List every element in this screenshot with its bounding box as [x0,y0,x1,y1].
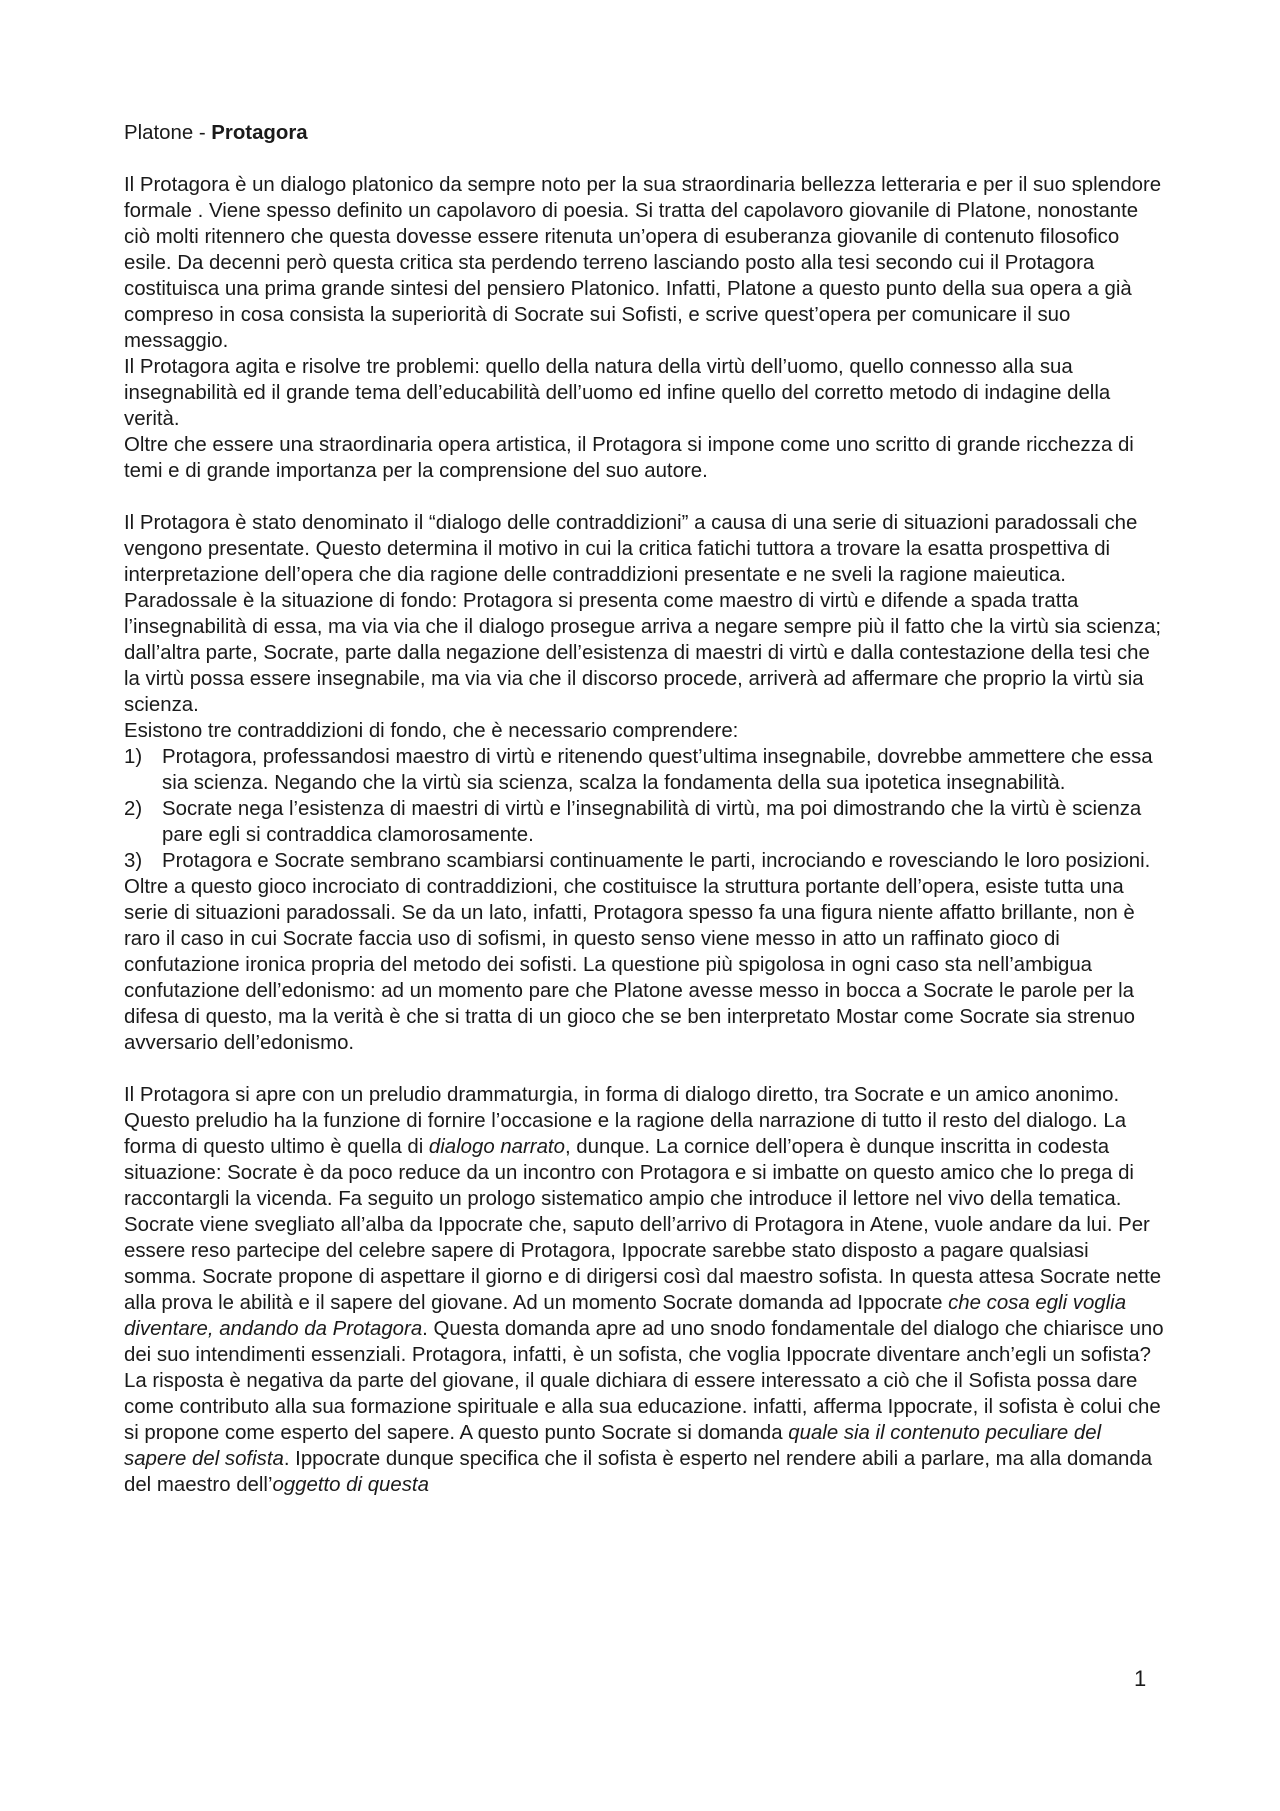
italic-run: oggetto di questa [272,1474,429,1496]
list-item [124,848,1166,874]
paragraph: Il Protagora è un dialogo platonico da sempre noto per la sua straordinaria bellezza letteraria e per il suo splendore formale . Viene spesso definito un capolavoro di poesia. Si tratta del capolavoro giovanile di Platone, nonostante ciò molti ritennero che questa dovesse essere ritenuta un’opera di esuberanza giovanile di contenuto filosofico esile. Da decenni però questa critica sta perdendo terreno lasciando posto alla tesi secondo cui il Protagora costituisca una prima grande sintesi del pensiero Platonico. Infatti, Platone a questo punto della sua opera a già compreso in cosa consista la superiorità di Socrate sui Sofisti, e scrive quest’opera per comunicare il suo messaggio. [124,174,1162,352]
list-lead: Esistono tre contraddizioni di fondo, che è necessario comprendere: [124,720,739,742]
text-run: . Ippocrate dunque specifica che il sofista è esperto nel rendere abili a parlare, ma alla domanda del maestro dell’ [124,1448,1153,1496]
paragraph [124,1082,1166,1498]
title-work: Protagora [211,122,308,144]
paragraph: Oltre a questo gioco incrociato di contraddizioni, che costituisce la struttura portante dell’opera, esiste tutta una serie di situazioni paradossali. Se da un lato, infatti, Protagora spesso fa una figura niente affatto brillante, non è raro il caso in cui Socrate faccia uso di sofismi, in questo senso viene messo in atto un raffinato gioco di confutazione ironica propria del metodo dei sofisti. La questione più spigolosa in ogni caso sta nell’ambigua confutazione dell’edonismo: ad un momento pare che Platone avesse messo in bocca a Socrate le parole per la difesa di questo, ma la verità è che si tratta di un gioco che se ben interpretato Mostar come Socrate sia strenuo avversario dell’edonismo. [124,876,1136,1054]
page-number: 1 [1134,1666,1147,1691]
document-title [124,120,1166,146]
text-run: Il Protagora si apre con un preludio drammaturgia, in forma di dialogo diretto, tra Socrate e un amico anonimo. Questo preludio ha la funzione di fornire l’occasione e la ragione della narrazione di tutto il resto del dialogo. La forma di questo ultimo è quella di [124,1084,1127,1158]
list-text: Socrate nega l’esistenza di maestri di virtù e l’insegnabilità di virtù, ma poi dimostrando che la virtù è scienza pare egli si contraddica clamorosamente. [162,798,1142,846]
paragraph: Il Protagora agita e risolve tre problemi: quello della natura della virtù dell’uomo, quello connesso alla sua insegnabilità ed il grande tema dell’educabilità dell’uomo ed infine quello del corretto metodo di indagine della verità. [124,356,1111,430]
list-item [124,744,1166,796]
list-number: 1) [124,746,143,768]
title-author: Platone - [124,122,212,144]
paragraph: Oltre che essere una straordinaria opera artistica, il Protagora si impone come uno scritto di grande ricchezza di temi e di grande importanza per la comprensione del suo autore. [124,434,1134,482]
list-text: Protagora, professandosi maestro di virtù e ritenendo quest’ultima insegnabile, dovrebbe ammettere che essa sia scienza. Negando che la virtù sia scienza, scalza la fondamenta della sua ipotetica insegnabilità. [162,746,1153,794]
list-item [124,796,1166,848]
text-run: . Questa domanda apre ad uno snodo fondamentale del dialogo che chiarisce uno dei suo intendimenti essenziali. Protagora, infatti, è un sofista, che voglia Ippocrate diventare anch’egli un sofista? La risposta è negativa da parte del giovane, il quale dichiara di essere interessato a ciò che il Sofista possa dare come contributo alla sua formazione spirituale e alla sua educazione. infatti, afferma Ippocrate, il sofista è colui che si propone come esperto del sapere. A questo punto Socrate si domanda [124,1318,1164,1444]
italic-run: quale sia il contenuto peculiare del sapere del sofista [124,1422,1102,1470]
list-number: 2) [124,798,143,820]
paragraph: Il Protagora è stato denominato il “dialogo delle contraddizioni” a causa di una serie di situazioni paradossali che vengono presentate. Questo determina il motivo in cui la critica fatichi tuttora a trovare la esatta prospettiva di interpretazione dell’opera che dia ragione delle contraddizioni presentate e ne sveli la ragione maieutica. Paradossale è la situazione di fondo: Protagora si presenta come maestro di virtù e difende a spada tratta l’insegnabilità di essa, ma via via che il dialogo prosegue arriva a negare sempre più il fatto che la virtù sia scienza; dall’altra parte, Socrate, parte dalla negazione dell’esistenza di maestri di virtù e dalla contestazione della tesi che la virtù possa essere insegnabile, ma via via che il discorso procede, arriverà ad affermare che proprio la virtù sia scienza. [124,512,1162,716]
text-run: , dunque. La cornice dell’opera è dunque inscritta in codesta situazione: Socrate è da poco reduce da un incontro con Protagora e si imbatte on questo amico che lo prega di raccontargli la vicenda. Fa seguito un prologo sistematico ampio che introduce il lettore nel vivo della tematica. Socrate viene svegliato all’alba da Ippocrate che, saputo dell’arrivo di Protagora in Atene, vuole andare da lui. Per essere reso partecipe del celebre sapere di Protagora, Ippocrate sarebbe stato disposto a pagare qualsiasi somma. Socrate propone di aspettare il giorno e di dirigersi così dal maestro sofista. In questa attesa Socrate nette alla prova le abilità e il sapere del giovane. Ad un momento Socrate domanda ad Ippocrate [124,1136,1162,1314]
list-number: 3) [124,850,143,872]
document-page [124,120,1166,1498]
italic-run: che cosa egli voglia diventare, andando da Protagora [124,1292,1127,1340]
italic-run: dialogo narrato [428,1136,565,1158]
numbered-list [124,744,1166,874]
list-text: Protagora e Socrate sembrano scambiarsi continuamente le parti, incrociando e rovesciando le loro posizioni. [162,850,1151,872]
